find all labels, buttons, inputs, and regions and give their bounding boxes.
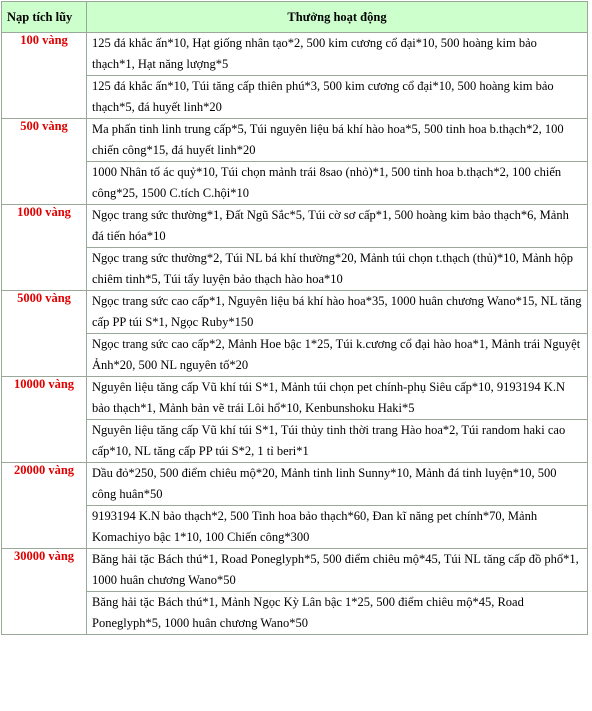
reward-column-header: Thưởng hoạt động — [87, 2, 588, 33]
table-row — [2, 377, 588, 420]
reward-cell: Nguyên liệu tăng cấp Vũ khí túi S*1, Mảnh túi chọn pet chính-phụ Siêu cấp*10, 9193194 K.N bảo thạch*1, Mảnh bản vẽ trái Lôi hổ*10, Kenbunshoku Haki*5 — [87, 377, 588, 420]
reward-cell: 1000 Nhân tố ác quỷ*10, Túi chọn mảnh trái 8sao (nhỏ)*1, 500 tinh hoa b.thạch*2, 100 chiến công*25, 1500 C.tích C.hội*10 — [87, 162, 588, 205]
table-row — [2, 33, 588, 76]
reward-cell: Ngọc trang sức thường*1, Đất Ngũ Sắc*5, Túi cờ sơ cấp*1, 500 hoàng kim bảo thạch*6, Mảnh đá tiến hóa*10 — [87, 205, 588, 248]
reward-cell: Ma phấn tinh linh trung cấp*5, Túi nguyên liệu bá khí hào hoa*5, 500 tinh hoa b.thạch*2, 100 chiến công*15, đá huyết linh*20 — [87, 119, 588, 162]
table-row — [2, 119, 588, 162]
tier-level: 500 vàng — [2, 119, 87, 205]
reward-cell: Ngọc trang sức thường*2, Túi NL bá khí thường*20, Mảnh túi chọn t.thạch (thủ)*10, Mảnh hộp chiêm tinh*5, Túi tẩy luyện bảo thạch hào hoa*10 — [87, 248, 588, 291]
table-row — [2, 549, 588, 592]
table-row — [2, 334, 588, 377]
tier-level: 1000 vàng — [2, 205, 87, 291]
reward-cell: Băng hải tặc Bách thú*1, Mảnh Ngọc Kỳ Lân bậc 1*25, 500 điểm chiêu mộ*45, Road Poneglyph*5, 1000 huân chương Wano*50 — [87, 592, 588, 635]
tier-level: 20000 vàng — [2, 463, 87, 549]
reward-cell: Băng hải tặc Bách thú*1, Road Poneglyph*5, 500 điểm chiêu mộ*45, Túi NL tăng cấp đồ phổ*1, 1000 huân chương Wano*50 — [87, 549, 588, 592]
table-row — [2, 248, 588, 291]
table-row — [2, 463, 588, 506]
tier-level: 100 vàng — [2, 33, 87, 119]
tier-level: 30000 vàng — [2, 549, 87, 635]
table-row — [2, 592, 588, 635]
reward-cell: 125 đá khắc ấn*10, Túi tăng cấp thiên phú*3, 500 kim cương cổ đại*10, 500 hoàng kim bảo thạch*5, đá huyết linh*20 — [87, 76, 588, 119]
reward-cell: 125 đá khắc ấn*10, Hạt giống nhân tạo*2, 500 kim cương cổ đại*10, 500 hoàng kim bảo thạch*1, Hạt năng lượng*5 — [87, 33, 588, 76]
table-row — [2, 76, 588, 119]
table-row — [2, 291, 588, 334]
table-row — [2, 162, 588, 205]
reward-cell: Dầu đỏ*250, 500 điểm chiêu mộ*20, Mảnh tinh linh Sunny*10, Mảnh đá tinh luyện*10, 500 công huân*50 — [87, 463, 588, 506]
table-header-row — [2, 2, 588, 33]
tier-level: 5000 vàng — [2, 291, 87, 377]
table-row — [2, 205, 588, 248]
table-row — [2, 506, 588, 549]
level-column-header: Nạp tích lũy — [2, 2, 87, 33]
reward-cell: Ngọc trang sức cao cấp*2, Mảnh Hoe bậc 1*25, Túi k.cương cổ đại hào hoa*1, Mảnh trái Nguyệt Ảnh*20, 500 NL nguyên tố*20 — [87, 334, 588, 377]
accumulated-topup-rewards-table — [1, 1, 588, 635]
tier-level: 10000 vàng — [2, 377, 87, 463]
reward-cell: 9193194 K.N bảo thạch*2, 500 Tinh hoa bảo thạch*60, Đan kĩ năng pet chính*70, Mảnh Komachiyo bậc 1*10, 100 Chiến công*300 — [87, 506, 588, 549]
reward-cell: Ngọc trang sức cao cấp*1, Nguyên liệu bá khí hào hoa*35, 1000 huân chương Wano*15, NL tăng cấp PP túi S*1, Ngọc Ruby*150 — [87, 291, 588, 334]
table-row — [2, 420, 588, 463]
reward-cell: Nguyên liệu tăng cấp Vũ khí túi S*1, Túi thủy tinh thời trang Hào hoa*2, Túi random haki cao cấp*10, NL tăng cấp PP túi S*2, 1 tỉ beri*1 — [87, 420, 588, 463]
